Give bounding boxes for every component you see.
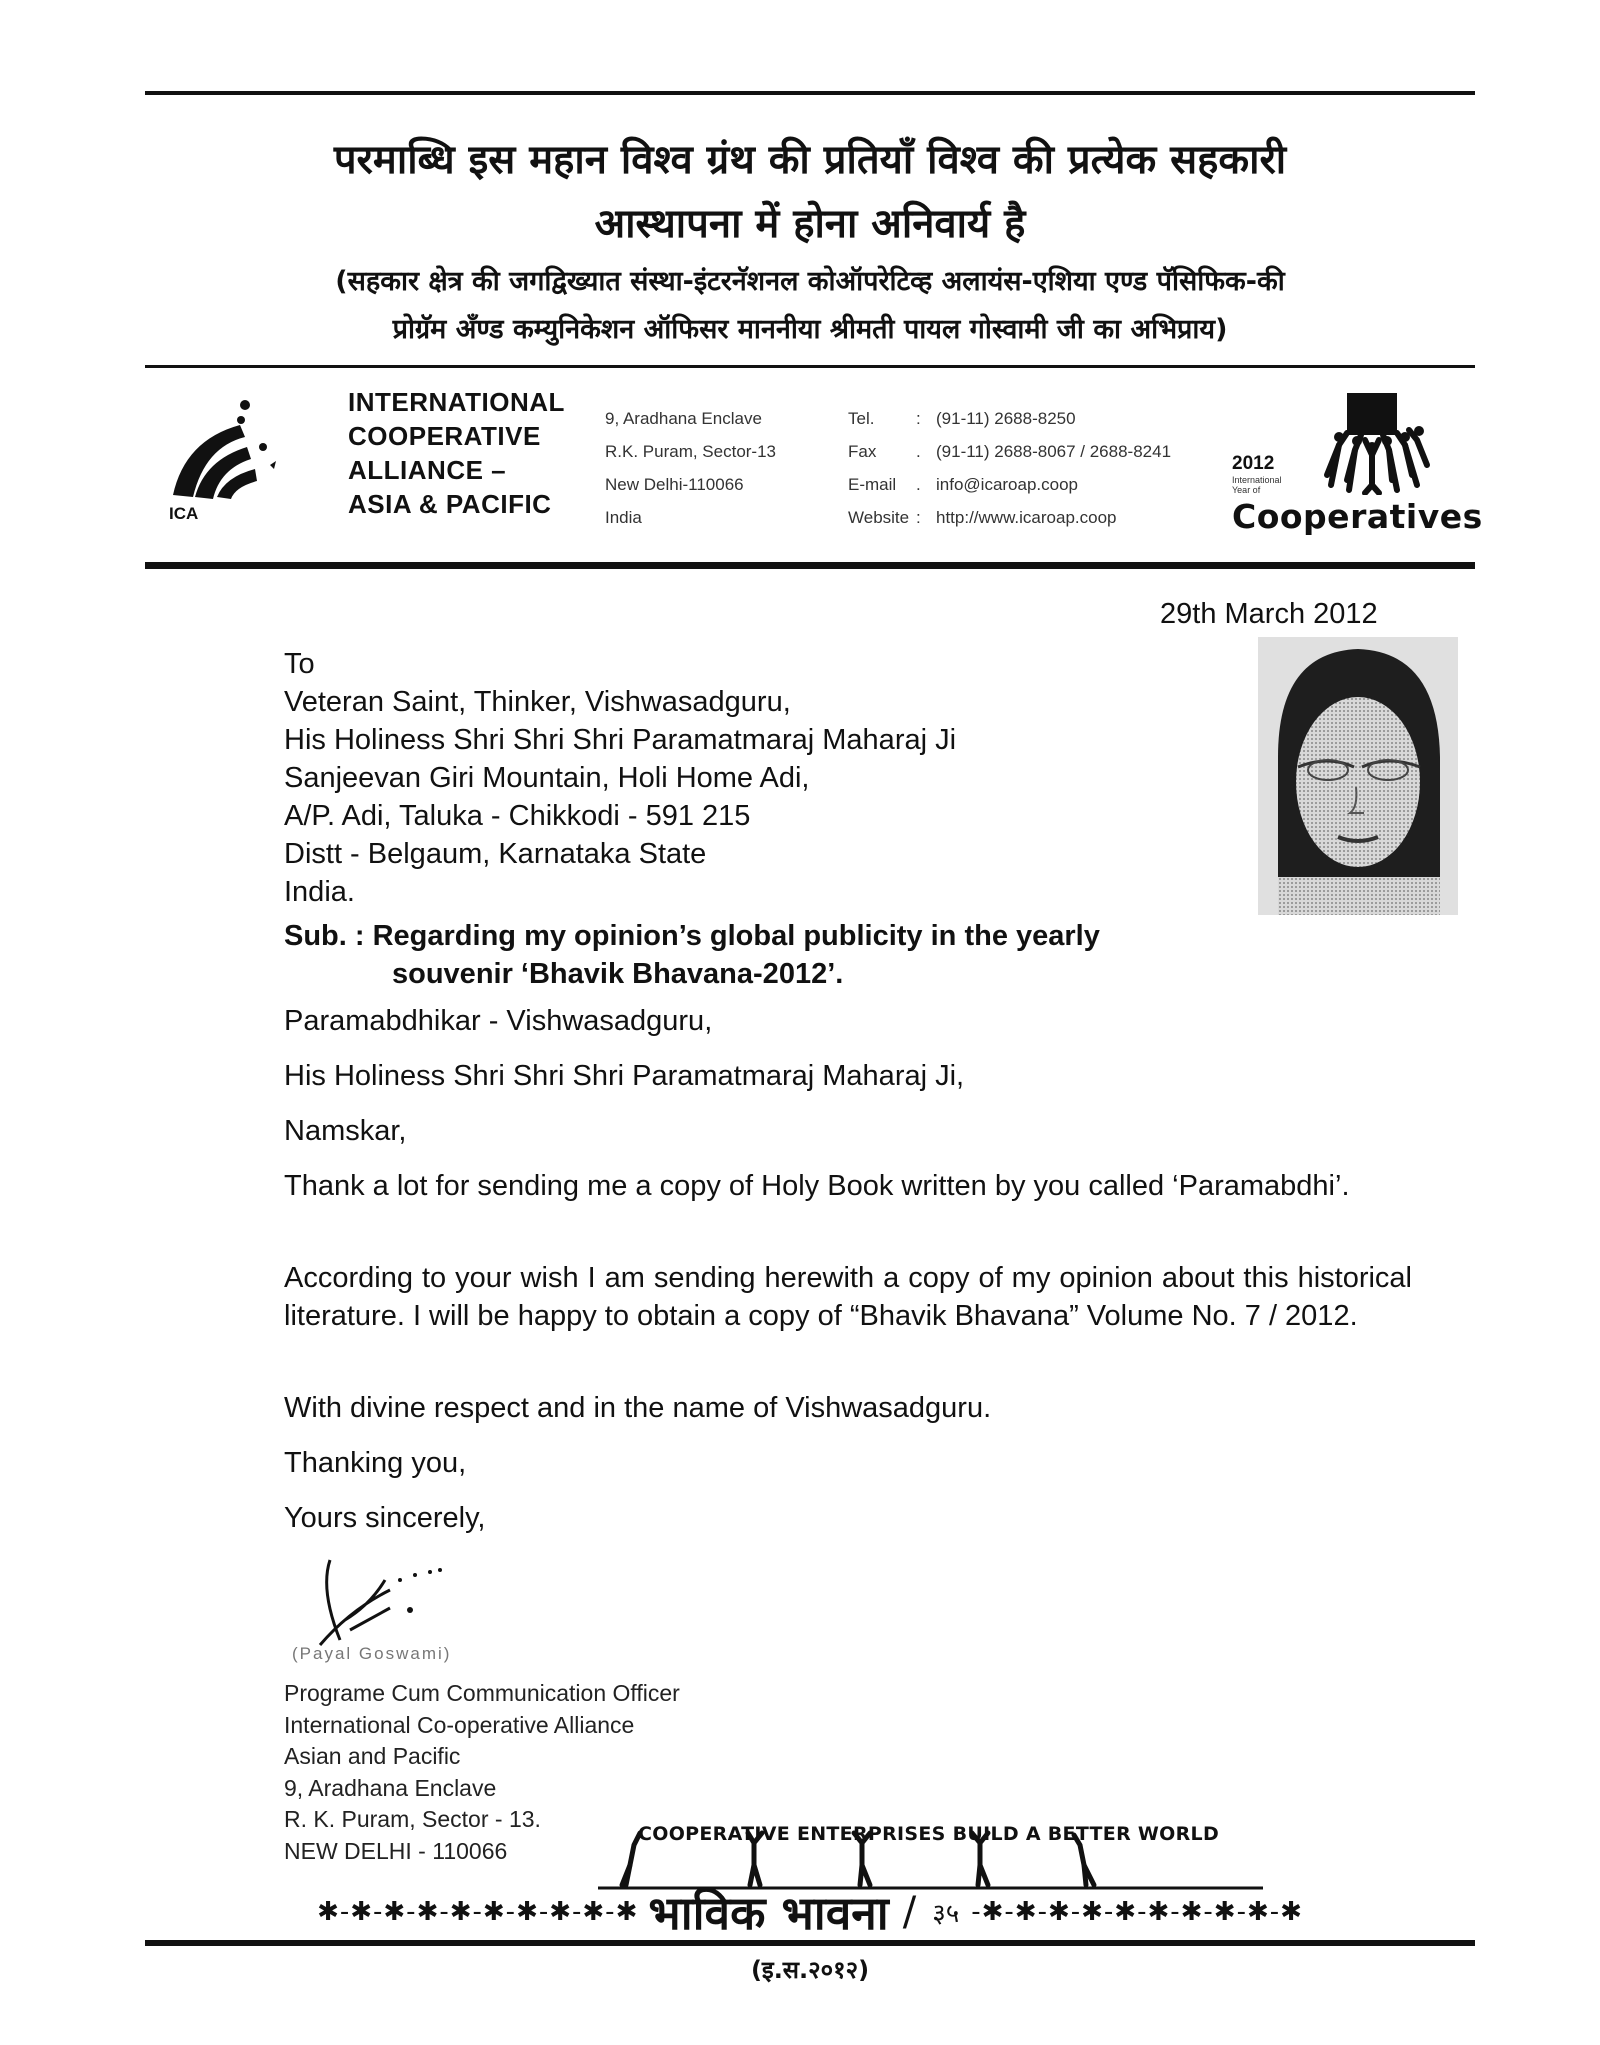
contact-label: Website <box>848 508 910 527</box>
iyc-wordmark: Cooperatives <box>1232 497 1483 536</box>
iyc-subtitle <box>1232 475 1282 495</box>
paragraph-1: Thank a lot for sending me a copy of Holy Book written by you called ‘Paramabdhi’. <box>284 1170 1350 1202</box>
org-name-line: ASIA & PACIFIC <box>348 489 552 519</box>
org-name <box>348 385 565 521</box>
contact-value: (91-11) 2688-8067 / 2688-8241 <box>936 442 1172 461</box>
portrait-photo <box>1258 637 1458 915</box>
page-number: ३५ <box>932 1899 960 1929</box>
hindi-title <box>145 130 1475 254</box>
subject <box>284 917 1264 993</box>
salutation-1: Paramabdhikar - Vishwasadguru, <box>284 1005 713 1037</box>
iyc-subtitle-line: International <box>1232 475 1282 485</box>
org-name-line: INTERNATIONAL <box>348 387 565 417</box>
hindi-title-line1: परमाब्धि इस महान विश्व ग्रंथ की प्रतियाँ विश्व की प्रत्येक सहकारी <box>333 137 1287 183</box>
contact-fax <box>848 435 1171 468</box>
footer-year: (इ.स.२०१२) <box>750 1956 870 1984</box>
iyc-2012-logo <box>1232 385 1483 545</box>
flower-border-left: ✱-✱-✱-✱-✱-✱-✱-✱-✱-✱ <box>317 1897 639 1927</box>
contact-label: E-mail <box>848 475 897 494</box>
contact-value: (91-11) 2688-8250 <box>936 409 1076 428</box>
signer-line: 9, Aradhana Enclave <box>284 1774 497 1801</box>
contact-sep: : <box>916 508 921 527</box>
signature-name: (Payal Goswami) <box>292 1644 452 1663</box>
footer-rule <box>145 1940 1475 1946</box>
footer-title-row <box>145 1882 1475 1942</box>
recipient-line: A/P. Adi, Taluka - Chikkodi - 591 215 <box>284 800 751 832</box>
subject-line2: souvenir ‘Bhavik Bhavana-2012’. <box>392 958 844 990</box>
hindi-subtitle <box>145 258 1475 354</box>
top-rule <box>145 91 1475 95</box>
contact-label: Fax <box>848 442 877 461</box>
signature <box>290 1550 510 1670</box>
contact-sep: . <box>916 475 921 494</box>
address-line: R.K. Puram, Sector-13 <box>605 442 777 461</box>
subject-text: Regarding my opinion’s global publicity in the yearly <box>372 920 1100 952</box>
iyc-subtitle-line: Year of <box>1232 485 1261 495</box>
recipient-line: Sanjeevan Giri Mountain, Holi Home Adi, <box>284 762 810 794</box>
address-line: New Delhi-110066 <box>605 475 744 494</box>
org-address <box>605 402 776 534</box>
svg-text:ICA: ICA <box>169 504 199 523</box>
recipient-line: His Holiness Shri Shri Shri Paramatmaraj Maharaj Ji <box>284 724 957 756</box>
magazine-title: भाविक भावना <box>648 1886 889 1940</box>
subject-label: Sub. : <box>284 920 365 952</box>
org-contacts <box>848 402 1171 534</box>
letter-date: 29th March 2012 <box>1160 598 1378 630</box>
letterhead-bottom-rule <box>145 562 1475 569</box>
iyc-year: 2012 <box>1232 453 1275 474</box>
recipient-address <box>284 645 956 911</box>
org-name-line: COOPERATIVE <box>348 421 541 451</box>
recipient-line: To <box>284 648 315 680</box>
signer-line: Asian and Pacific <box>284 1743 461 1769</box>
hindi-subtitle-line2: प्रोग्रॅम अँण्ड कम्युनिकेशन ऑफिसर माननीया श्रीमती पायल गोस्वामी जी का अभिप्राय) <box>392 314 1228 345</box>
closing-3: Yours sincerely, <box>284 1502 486 1534</box>
banner-text: COOPERATIVE ENTERPRISES BUILD A BETTER WORLD <box>638 1823 1220 1845</box>
signer-line: NEW DELHI - 110066 <box>284 1837 508 1864</box>
contact-email <box>848 468 1171 501</box>
subject-line1 <box>284 917 1264 955</box>
page-separator: / <box>902 1889 917 1935</box>
signer-line: R. K. Puram, Sector - 13. <box>284 1806 541 1832</box>
closing-1: With divine respect and in the name of Vishwasadguru. <box>284 1392 992 1424</box>
salutation-2: His Holiness Shri Shri Shri Paramatmaraj Maharaj Ji, <box>284 1060 965 1092</box>
recipient-line: Veteran Saint, Thinker, Vishwasadguru, <box>284 686 791 718</box>
recipient-line: India. <box>284 876 355 908</box>
signer-line: International Co-operative Alliance <box>284 1711 635 1738</box>
contact-sep: . <box>916 442 921 461</box>
contact-value: info@icaroap.coop <box>936 475 1079 494</box>
contact-label: Tel. <box>848 409 875 428</box>
hindi-title-line2: आस्थापना में होना अनिवार्य है <box>594 201 1026 247</box>
contact-value: http://www.icaroap.coop <box>936 508 1117 527</box>
greeting: Namskar, <box>284 1115 407 1147</box>
ica-logo-icon <box>165 385 295 525</box>
flower-border-right: -✱-✱-✱-✱-✱-✱-✱-✱-✱-✱ <box>971 1897 1303 1927</box>
address-line: India <box>605 508 642 527</box>
paragraph-2: According to your wish I am sending herewith a copy of my opinion about this historical literature. I will be happy to obtain a copy of “Bhavik Bhavana” Volume No. 7 / 2012. <box>284 1262 1412 1332</box>
contact-sep: : <box>916 409 921 428</box>
contact-tel <box>848 402 1171 435</box>
hindi-subtitle-line1: (सहकार क्षेत्र की जगद्विख्यात संस्था-इंटरनॅशनल कोऑपरेटिव्ह अलायंस-एशिया एण्ड पॅसिफिक-की <box>335 266 1285 297</box>
address-line: 9, Aradhana Enclave <box>605 409 762 428</box>
signer-line: Programe Cum Communication Officer <box>284 1680 680 1706</box>
letterhead-top-rule <box>145 365 1475 368</box>
org-name-line: ALLIANCE – <box>348 455 507 485</box>
closing-2: Thanking you, <box>284 1447 467 1479</box>
recipient-line: Distt - Belgaum, Karnataka State <box>284 838 707 870</box>
people-lifting-icon <box>1317 385 1437 495</box>
contact-website <box>848 501 1171 534</box>
